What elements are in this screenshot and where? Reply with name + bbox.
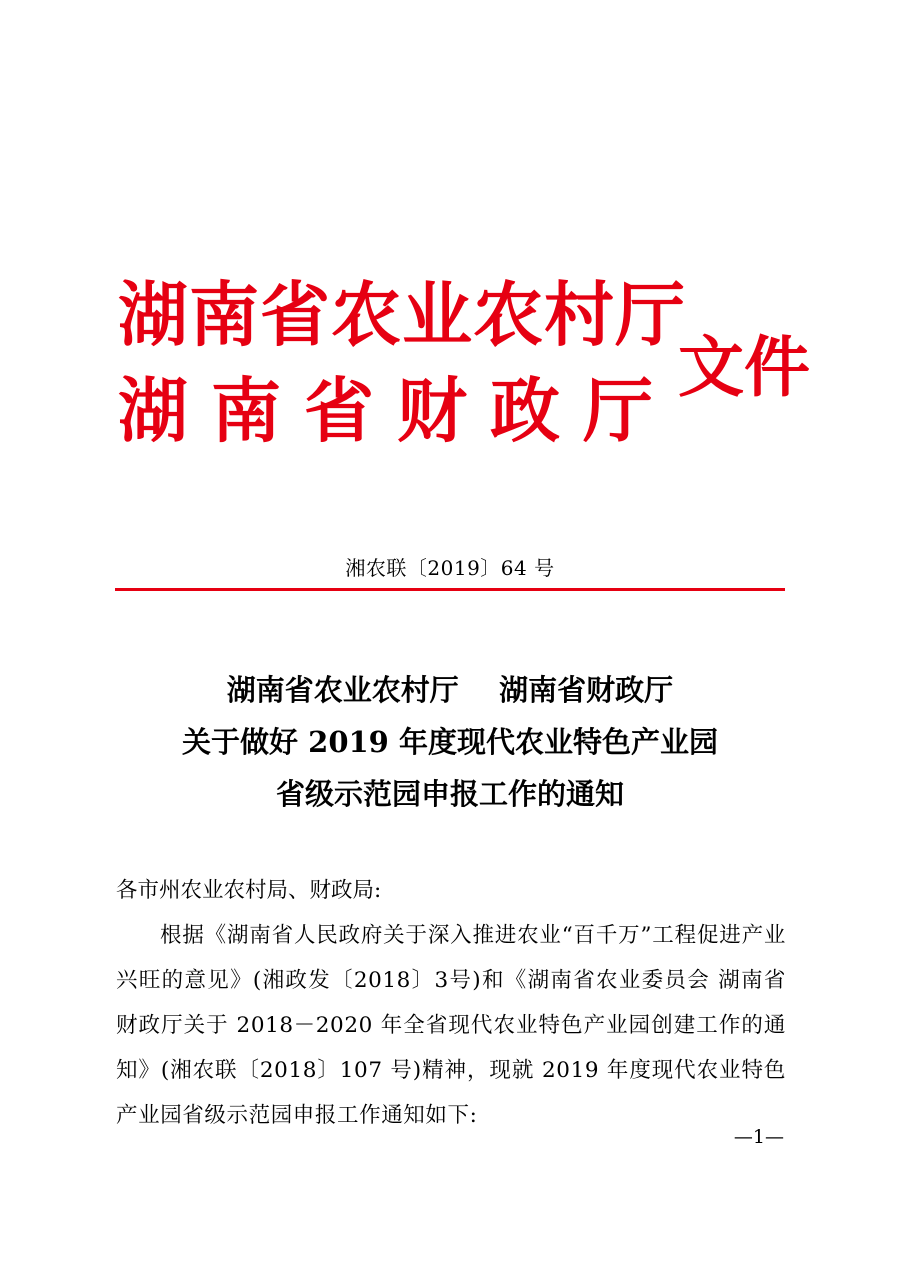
issuer-name-finance-dept: 湖南省财政厅 [118, 369, 676, 452]
document-number: 湘农联〔2019〕64 号 [345, 556, 555, 580]
issuer-suffix-document: 文件 [678, 328, 810, 406]
issuer-name-agriculture-dept: 湖南省农业农村厅 [118, 273, 686, 356]
page-number: —1— [733, 1126, 784, 1148]
document-title [0, 664, 900, 820]
title-line-3: 省级示范园申报工作的通知 [275, 777, 624, 811]
document-body [116, 868, 786, 1138]
salutation: 各市州农业农村局、财政局: [116, 878, 382, 903]
issuer-header [118, 272, 810, 462]
red-divider-line [115, 588, 785, 591]
title-line-2: 关于做好 2019 年度现代农业特色产业园 [182, 725, 718, 759]
body-paragraph-1: 根据《湖南省人民政府关于深入推进农业“百千万”工程促进产业兴旺的意见》(湘政发〔2018〕3号)和《湖南省农业委员会 湖南省财政厅关于 2018－2020 年全省现代农业特色产业园创建工作的通知》(湘农联〔2018〕107 号)精神，现就 2019 年度现代农业特色产业园省级示范园申报工作通知如下: [116, 923, 786, 1128]
title-line-1: 湖南省农业农村厅 湖南省财政厅 [226, 673, 674, 707]
